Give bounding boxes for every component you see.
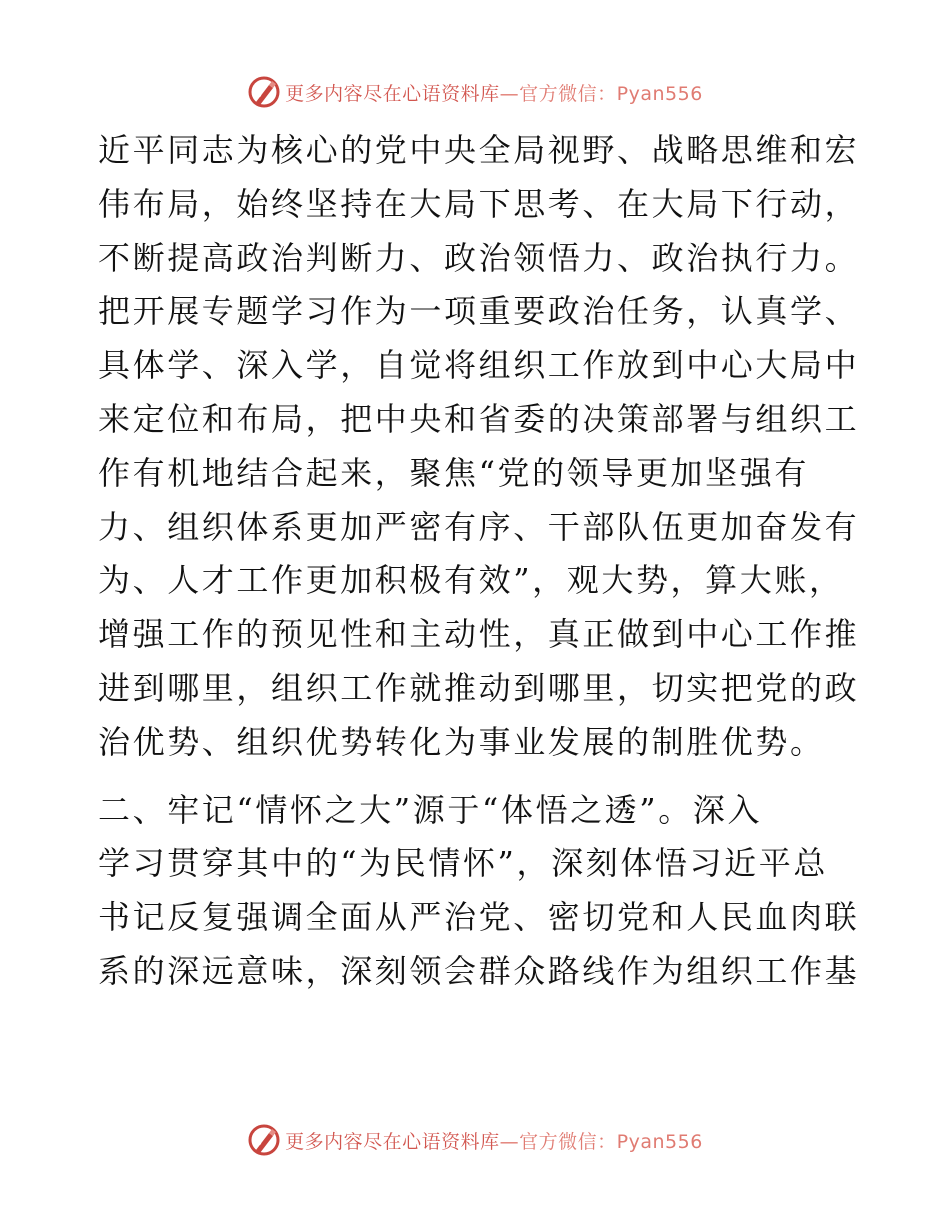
paragraph-2	[98, 784, 858, 999]
paragraph-gap	[98, 770, 858, 784]
header-watermark	[0, 72, 950, 112]
watermark-site-name: 更多内容尽在心语资料库	[285, 1130, 500, 1153]
text-line: 书记反复强调全面从严治党、密切党和人民血肉联	[98, 898, 860, 937]
text-line: 作有机地结合起来，聚焦“党的领导更加坚强有	[98, 453, 809, 492]
pen-logo-icon	[247, 75, 281, 109]
text-line: 二、牢记“情怀之大”源于“体悟之透”。深入	[98, 790, 763, 829]
text-line: 近平同志为核心的党中央全局视野、战略思维和宏	[98, 131, 860, 169]
text-line: 进到哪里，组织工作就推动到哪里，切实把党的政	[98, 668, 860, 707]
document-body	[98, 124, 858, 999]
text-line: 伟布局，始终坚持在大局下思考、在大局下行动，	[98, 184, 860, 223]
pen-logo-icon	[247, 1123, 281, 1157]
watermark-site-name: 更多内容尽在心语资料库	[285, 82, 500, 105]
text-line: 把开展专题学习作为一项重要政治任务，认真学、	[98, 292, 860, 331]
text-line: 力、组织体系更加严密有序、干部队伍更加奋发有	[98, 507, 860, 546]
text-line: 学习贯穿其中的“为民情怀”，深刻体悟习近平总	[98, 844, 828, 883]
watermark-wechat: —官方微信：Pyan556	[499, 82, 703, 105]
watermark-text	[285, 1127, 703, 1154]
text-line: 增强工作的预见性和主动性，真正做到中心工作推	[98, 615, 860, 654]
text-line: 具体学、深入学，自觉将组织工作放到中心大局中	[98, 346, 860, 385]
watermark-wechat: —官方微信：Pyan556	[499, 1130, 703, 1153]
text-line: 治优势、组织优势转化为事业发展的制胜优势。	[98, 722, 825, 761]
text-line: 为、人才工作更加积极有效”，观大势，算大账，	[98, 561, 844, 600]
text-line: 来定位和布局，把中央和省委的决策部署与组织工	[98, 399, 860, 438]
text-line: 系的深远意味，深刻领会群众路线作为组织工作基	[98, 951, 860, 990]
footer-watermark	[0, 1120, 950, 1160]
text-line: 不断提高政治判断力、政治领悟力、政治执行力。	[98, 238, 860, 277]
watermark-text	[285, 79, 703, 106]
paragraph-1	[98, 124, 858, 770]
